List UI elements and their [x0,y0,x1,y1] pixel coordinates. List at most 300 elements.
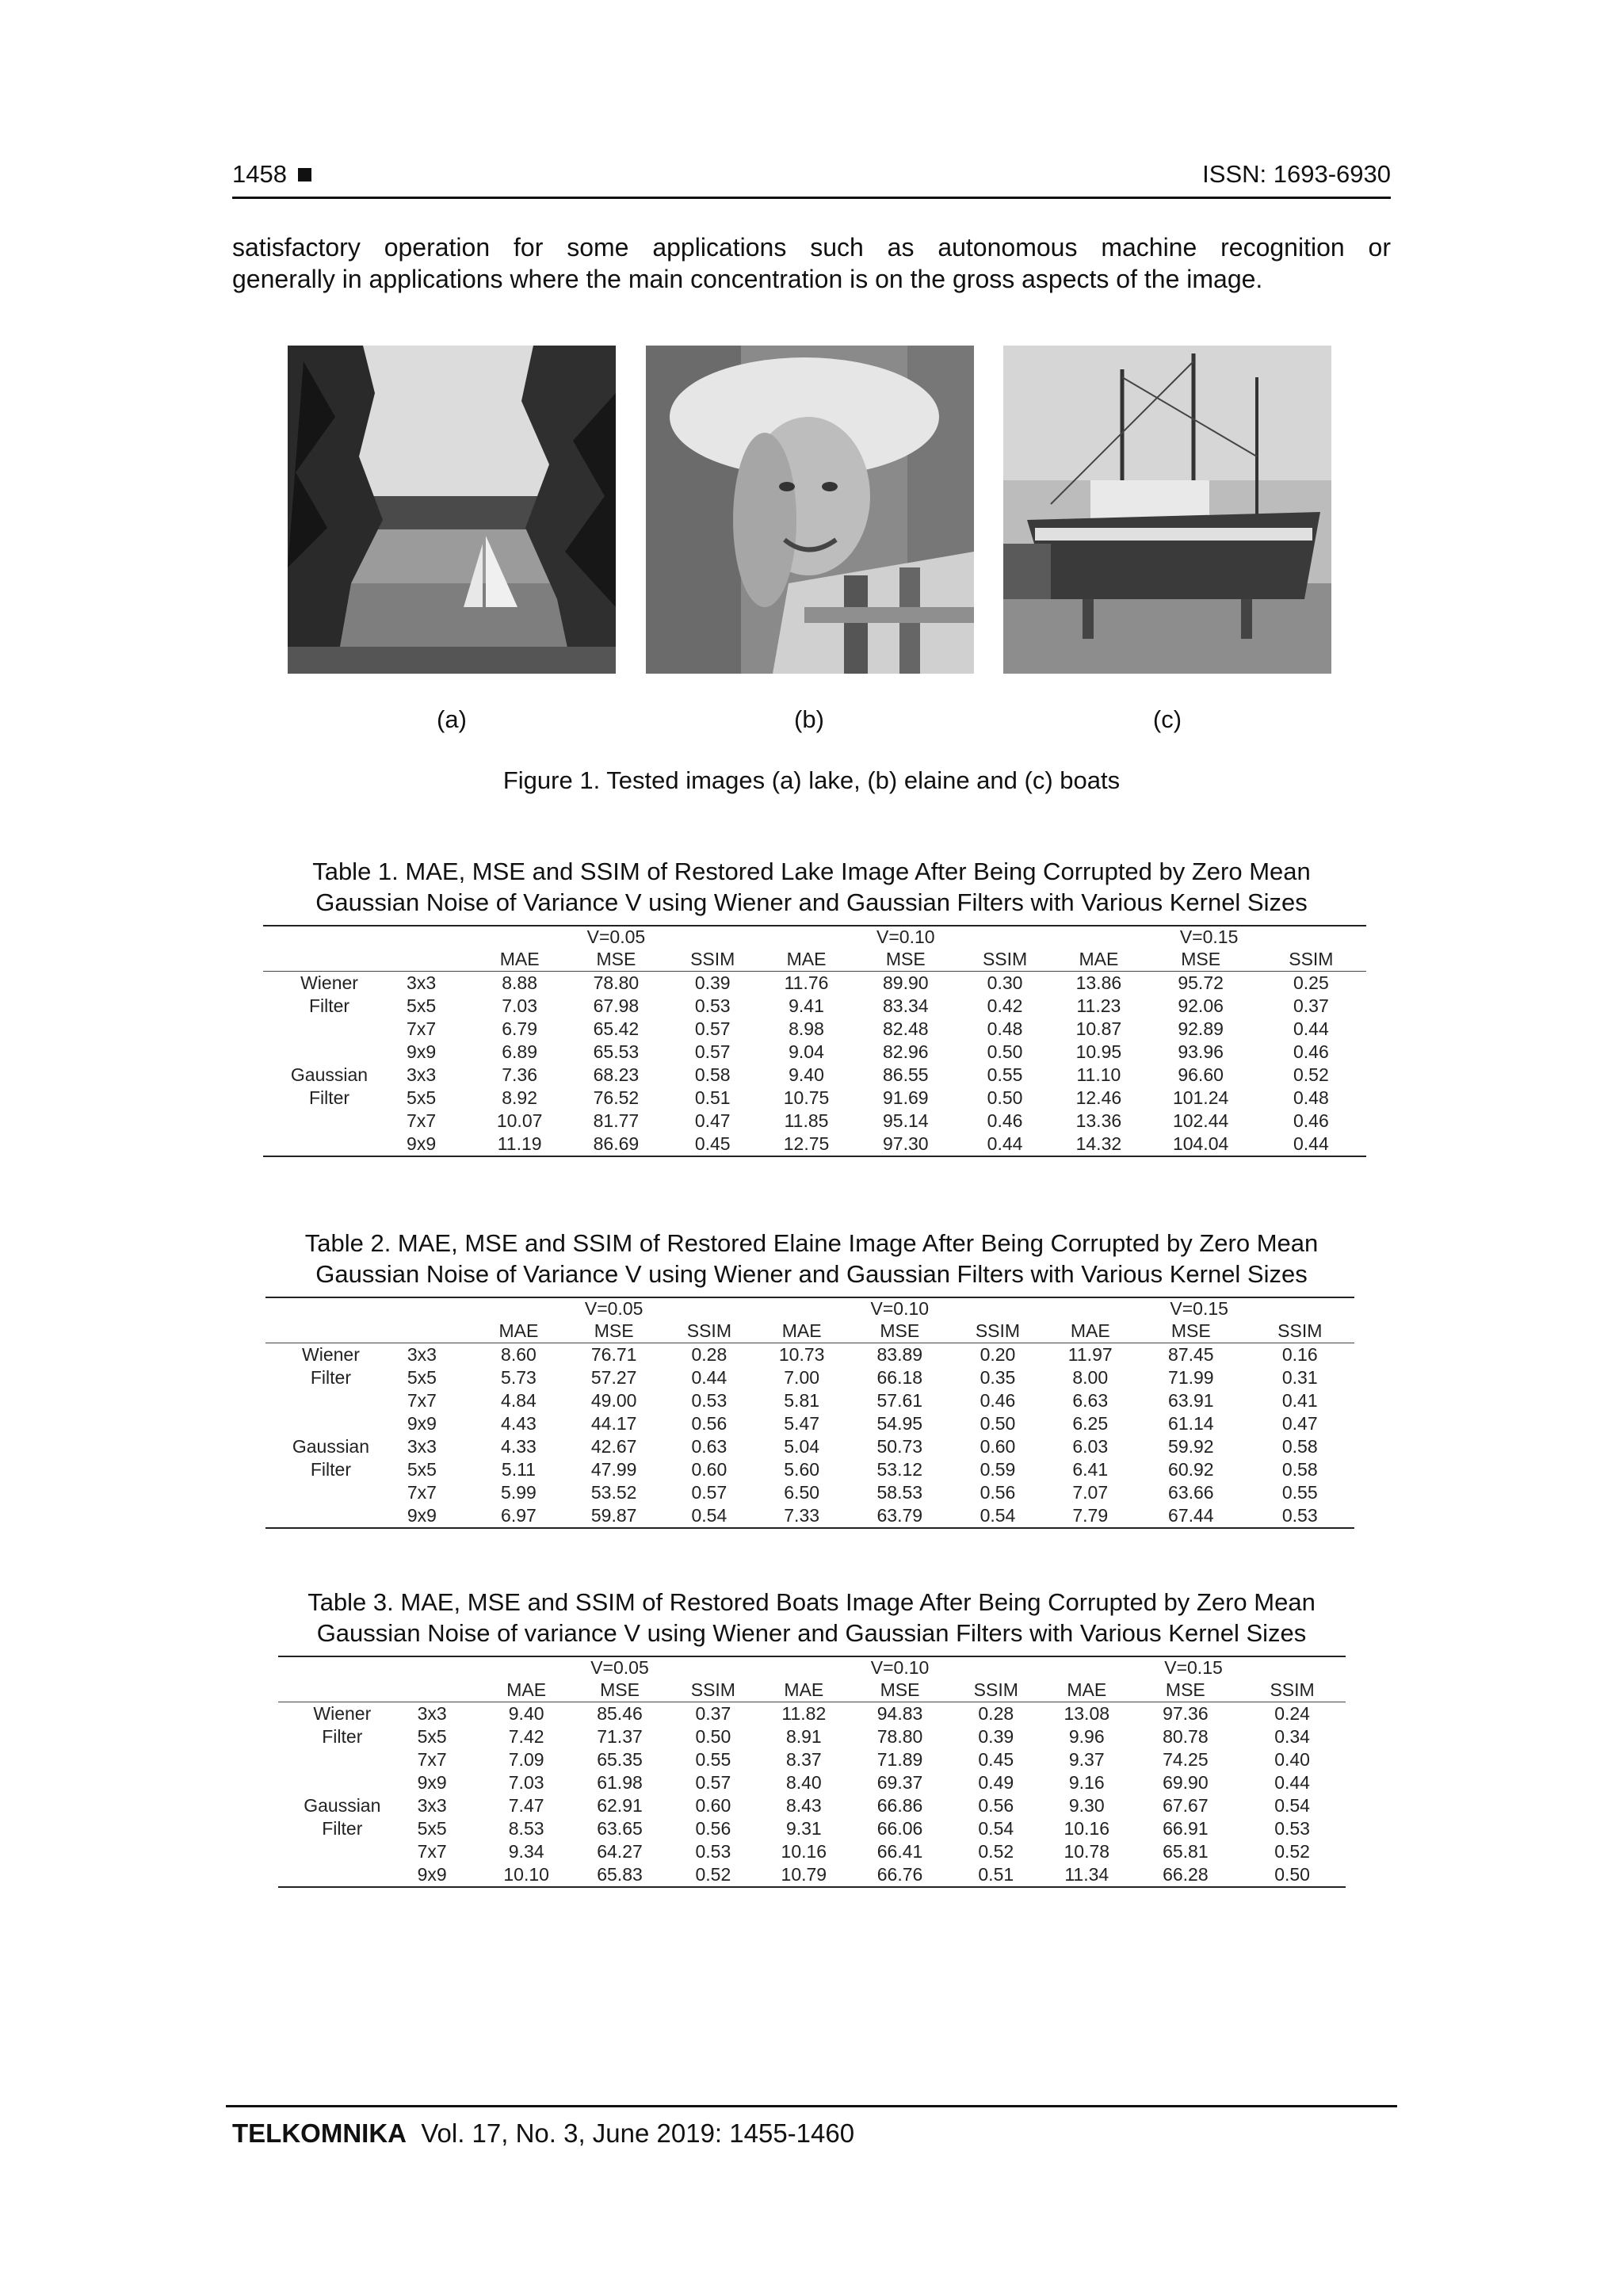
metric-header-row [265,1320,1354,1343]
table-row [263,1087,1366,1110]
table-row [265,1481,1354,1504]
value-cell: 10.95 [1075,1041,1122,1062]
issn: ISSN: 1693-6930 [1202,160,1391,188]
variance-header: V=0.15 [1170,1298,1228,1319]
value-cell: 8.91 [785,1726,822,1747]
filter-name-cell [278,1840,407,1863]
metric-header: MSE [1165,1679,1205,1700]
page-number: 1458 [232,160,311,189]
caption-line: Gaussian Noise of variance V using Wiener and Gaussian Filters with Various Kernel Sizes [316,1619,1307,1647]
results-table [265,1298,1354,1527]
value-cell: 0.55 [987,1064,1023,1085]
value-cell: 87.45 [1168,1344,1214,1365]
table-row [263,1110,1366,1133]
value-cell: 6.89 [502,1041,537,1062]
filter-name-cell: Filter [310,1459,351,1480]
filter-name-cell [265,1389,396,1412]
table-3-caption [0,1587,1623,1648]
value-cell: 101.24 [1172,1087,1229,1108]
value-cell: 65.42 [593,1018,640,1039]
value-cell: 6.50 [784,1482,820,1503]
value-cell: 6.79 [502,1018,537,1039]
footer-citation [232,2118,854,2149]
metric-header: SSIM [690,949,735,969]
kernel-size-cell: 5x5 [407,1087,437,1108]
value-cell: 0.52 [1293,1064,1329,1085]
table-row [265,1412,1354,1435]
kernel-size-cell: 7x7 [407,1390,437,1411]
value-cell: 7.07 [1072,1482,1109,1503]
table-row [265,1504,1354,1527]
value-cell: 0.39 [978,1726,1014,1747]
value-cell: 0.46 [980,1390,1016,1411]
value-cell: 0.52 [1274,1841,1310,1862]
table-row [263,1018,1366,1041]
value-cell: 0.46 [987,1110,1023,1131]
paragraph-line: generally in applications where the main concentration is on the gross aspects of the image. [232,265,1263,293]
value-cell: 10.75 [783,1087,830,1108]
kernel-size-cell: 7x7 [417,1749,447,1770]
value-cell: 11.76 [784,972,829,993]
filter-name-cell: Gaussian [292,1436,370,1457]
value-cell: 0.54 [980,1505,1016,1526]
caption-line: Table 1. MAE, MSE and SSIM of Restored Lake Image After Being Corrupted by Zero Mean [312,858,1311,885]
value-cell: 0.52 [978,1841,1014,1862]
value-cell: 6.97 [501,1505,537,1526]
value-cell: 7.09 [508,1749,544,1770]
metric-header: MAE [498,1320,539,1341]
value-cell: 9.30 [1068,1795,1105,1816]
value-cell: 10.73 [778,1344,825,1365]
value-cell: 0.44 [1293,1133,1329,1154]
metric-header: MAE [506,1679,547,1700]
value-cell: 0.53 [1281,1505,1318,1526]
value-cell: 6.03 [1072,1436,1109,1457]
filter-name-cell: Wiener [300,972,358,993]
value-cell: 66.76 [876,1864,923,1885]
table-row [278,1840,1346,1863]
value-cell: 97.30 [883,1133,929,1154]
value-cell: 60.92 [1168,1459,1214,1480]
value-cell: 0.54 [1274,1795,1310,1816]
value-cell: 8.92 [502,1087,537,1108]
value-cell: 0.58 [1281,1459,1318,1480]
value-cell: 7.36 [502,1064,537,1085]
value-cell: 0.53 [695,1841,731,1862]
value-cell: 5.11 [501,1459,536,1480]
value-cell: 53.12 [876,1459,923,1480]
metric-header: MSE [1181,949,1221,969]
value-cell: 10.87 [1075,1018,1122,1039]
filter-name-cell: Filter [310,1367,351,1388]
value-cell: 54.95 [876,1413,923,1434]
value-cell: 58.53 [876,1482,923,1503]
metric-header: MSE [594,1320,634,1341]
value-cell: 0.50 [695,1726,731,1747]
caption-line: Table 3. MAE, MSE and SSIM of Restored Boats Image After Being Corrupted by Zero Mean [307,1588,1316,1616]
table-row [278,1771,1346,1794]
value-cell: 67.44 [1168,1505,1214,1526]
value-cell: 5.04 [784,1436,820,1457]
value-cell: 6.63 [1072,1390,1109,1411]
value-cell: 5.47 [784,1413,820,1434]
value-cell: 10.16 [781,1841,827,1862]
value-cell: 9.37 [1068,1749,1105,1770]
value-cell: 49.00 [590,1390,637,1411]
kernel-size-cell: 3x3 [417,1703,447,1724]
value-cell: 0.40 [1274,1749,1310,1770]
value-cell: 0.31 [1281,1367,1318,1388]
value-cell: 0.56 [695,1818,731,1839]
metric-header: SSIM [982,949,1028,969]
page-header [232,155,1391,199]
table-row [265,1458,1354,1481]
value-cell: 8.00 [1072,1367,1109,1388]
value-cell: 76.52 [593,1087,640,1108]
value-cell: 0.37 [1293,995,1329,1016]
value-cell: 97.36 [1163,1703,1209,1724]
table-row [263,1041,1366,1064]
value-cell: 0.60 [691,1459,727,1480]
value-cell: 10.16 [1064,1818,1110,1839]
value-cell: 7.79 [1072,1505,1109,1526]
value-cell: 0.57 [695,1772,731,1793]
filter-name-cell: Filter [322,1818,363,1839]
value-cell: 8.98 [789,1018,824,1039]
value-cell: 62.91 [597,1795,643,1816]
value-cell: 7.00 [784,1367,820,1388]
value-cell: 0.44 [987,1133,1023,1154]
value-cell: 10.10 [503,1864,549,1885]
variance-header: V=0.15 [1179,926,1239,947]
table-1-caption [0,856,1623,918]
results-table [263,926,1366,1156]
value-cell: 0.48 [987,1018,1023,1039]
value-cell: 6.25 [1072,1413,1109,1434]
citation-text: Vol. 17, No. 3, June 2019: 1455-1460 [421,2118,855,2148]
table-1 [263,925,1366,1157]
table-row [265,1389,1354,1412]
kernel-size-cell: 3x3 [417,1795,447,1816]
value-cell: 0.56 [691,1413,727,1434]
value-cell: 67.67 [1163,1795,1209,1816]
metric-header: SSIM [1277,1320,1323,1341]
value-cell: 7.42 [508,1726,544,1747]
value-cell: 0.57 [694,1018,731,1039]
table-row [265,1343,1354,1367]
caption-line: Gaussian Noise of Variance V using Wiener and Gaussian Filters with Various Kernel Sizes [315,888,1308,916]
table-2 [265,1297,1354,1529]
value-cell: 82.48 [883,1018,929,1039]
value-cell: 95.72 [1178,972,1224,993]
value-cell: 44.17 [590,1413,637,1434]
variance-header-row [263,926,1366,948]
value-cell: 9.04 [789,1041,824,1062]
value-cell: 66.06 [876,1818,923,1839]
metric-header: SSIM [690,1679,735,1700]
filter-name-cell: Wiener [302,1344,360,1365]
value-cell: 7.03 [502,995,537,1016]
kernel-size-cell: 3x3 [407,1064,437,1085]
table-row [263,1133,1366,1156]
filter-name-cell [278,1748,407,1771]
value-cell: 10.78 [1064,1841,1110,1862]
value-cell: 4.33 [501,1436,537,1457]
value-cell: 0.50 [987,1087,1023,1108]
value-cell: 83.34 [883,995,929,1016]
value-cell: 8.88 [502,972,537,993]
value-cell: 57.61 [876,1390,923,1411]
metric-header: MAE [499,949,540,969]
kernel-size-cell: 3x3 [407,972,437,993]
value-cell: 10.79 [781,1864,827,1885]
value-cell: 0.45 [694,1133,731,1154]
value-cell: 0.28 [978,1703,1014,1724]
filter-name-cell [263,1133,395,1156]
filter-name-cell: Filter [308,995,350,1016]
value-cell: 85.46 [597,1703,643,1724]
caption-line: Gaussian Noise of Variance V using Wiener and Gaussian Filters with Various Kernel Sizes [315,1260,1308,1288]
filter-name-cell [263,1018,395,1041]
filter-name-cell: Filter [322,1726,363,1747]
value-cell: 65.53 [593,1041,640,1062]
value-cell: 61.14 [1168,1413,1214,1434]
value-cell: 7.33 [784,1505,820,1526]
value-cell: 65.81 [1163,1841,1209,1862]
value-cell: 0.54 [691,1505,727,1526]
figure-label-a: (a) [437,705,467,733]
variance-header: V=0.05 [590,1657,649,1678]
value-cell: 5.99 [501,1482,537,1503]
value-cell: 5.60 [784,1459,820,1480]
variance-header-row [278,1657,1346,1679]
metric-header: MAE [1079,949,1119,969]
value-cell: 59.92 [1168,1436,1214,1457]
metric-header: MSE [880,1679,920,1700]
value-cell: 66.86 [876,1795,923,1816]
table-row [278,1702,1346,1726]
value-cell: 63.79 [876,1505,923,1526]
value-cell: 66.18 [876,1367,923,1388]
metric-header: MSE [880,1320,920,1341]
kernel-size-cell: 3x3 [407,1436,437,1457]
filter-name-cell [278,1771,407,1794]
value-cell: 0.46 [1293,1041,1329,1062]
journal-name: TELKOMNIKA [232,2118,407,2148]
value-cell: 64.27 [597,1841,643,1862]
value-cell: 0.45 [978,1749,1014,1770]
value-cell: 69.90 [1163,1772,1209,1793]
filter-name-cell: Gaussian [304,1795,381,1816]
value-cell: 68.23 [593,1064,640,1085]
filter-name-cell [265,1481,396,1504]
value-cell: 0.53 [691,1390,727,1411]
value-cell: 86.55 [883,1064,929,1085]
figure-label-c: (c) [1152,705,1182,733]
value-cell: 89.90 [883,972,929,993]
value-cell: 11.82 [781,1703,827,1724]
value-cell: 102.44 [1172,1110,1229,1131]
table-row [263,995,1366,1018]
table-row [263,972,1366,995]
value-cell: 0.39 [694,972,731,993]
filter-name-cell [263,1041,395,1064]
value-cell: 11.10 [1076,1064,1121,1085]
value-cell: 0.56 [980,1482,1016,1503]
kernel-size-cell: 7x7 [417,1841,447,1862]
kernel-size-cell: 5x5 [417,1818,447,1839]
value-cell: 0.34 [1274,1726,1310,1747]
filter-name-cell: Filter [308,1087,350,1108]
kernel-size-cell: 9x9 [417,1772,447,1793]
kernel-size-cell: 5x5 [407,1367,437,1388]
value-cell: 14.32 [1075,1133,1122,1154]
value-cell: 65.83 [597,1864,643,1885]
variance-header-row [265,1298,1354,1320]
value-cell: 0.47 [694,1110,731,1131]
value-cell: 0.60 [695,1795,731,1816]
value-cell: 82.96 [883,1041,929,1062]
metric-header: MAE [786,949,827,969]
value-cell: 0.53 [694,995,731,1016]
value-cell: 76.71 [590,1344,637,1365]
value-cell: 0.53 [1274,1818,1310,1839]
value-cell: 0.35 [980,1367,1016,1388]
value-cell: 86.69 [593,1133,640,1154]
kernel-size-cell: 7x7 [407,1110,437,1131]
metric-header: MAE [781,1320,822,1341]
kernel-size-cell: 9x9 [417,1864,447,1885]
value-cell: 0.58 [1281,1436,1318,1457]
metric-header-row [263,948,1366,972]
value-cell: 11.34 [1064,1864,1109,1885]
table-row [278,1817,1346,1840]
metric-header: MAE [1067,1679,1107,1700]
value-cell: 53.52 [590,1482,637,1503]
value-cell: 9.31 [785,1818,822,1839]
variance-header: V=0.05 [586,926,646,947]
value-cell: 0.54 [978,1818,1014,1839]
metric-header: SSIM [975,1320,1021,1341]
value-cell: 93.96 [1178,1041,1224,1062]
page-footer [226,2105,1397,2148]
metric-header: MSE [596,949,636,969]
value-cell: 0.50 [1274,1864,1310,1885]
value-cell: 0.51 [694,1087,731,1108]
value-cell: 0.63 [691,1436,727,1457]
value-cell: 0.37 [695,1703,731,1724]
table-row [278,1863,1346,1886]
value-cell: 0.47 [1281,1413,1318,1434]
value-cell: 0.59 [980,1459,1016,1480]
value-cell: 0.57 [694,1041,731,1062]
metric-header: SSIM [686,1320,731,1341]
lake-image [288,346,616,674]
value-cell: 80.78 [1163,1726,1209,1747]
value-cell: 81.77 [593,1110,640,1131]
value-cell: 69.37 [876,1772,923,1793]
value-cell: 11.23 [1076,995,1121,1016]
value-cell: 0.16 [1281,1344,1318,1365]
value-cell: 0.49 [978,1772,1014,1793]
filter-name-cell [263,1110,395,1133]
value-cell: 8.60 [501,1344,537,1365]
boats-image [1003,346,1331,674]
filter-name-cell: Wiener [313,1703,372,1724]
value-cell: 91.69 [883,1087,929,1108]
value-cell: 0.52 [695,1864,731,1885]
value-cell: 0.24 [1274,1703,1310,1724]
metric-header: SSIM [1289,949,1334,969]
value-cell: 50.73 [876,1436,923,1457]
value-cell: 0.57 [691,1482,727,1503]
value-cell: 63.91 [1168,1390,1214,1411]
value-cell: 0.55 [1281,1482,1318,1503]
value-cell: 4.43 [501,1413,537,1434]
value-cell: 92.89 [1178,1018,1224,1039]
value-cell: 104.04 [1172,1133,1229,1154]
value-cell: 0.50 [987,1041,1023,1062]
value-cell: 8.37 [785,1749,822,1770]
value-cell: 0.56 [978,1795,1014,1816]
kernel-size-cell: 5x5 [407,1459,437,1480]
elaine-image [646,346,974,674]
table-2-caption [0,1228,1623,1289]
body-paragraph [232,231,1391,295]
filter-name-cell [265,1504,396,1527]
value-cell: 61.98 [597,1772,643,1793]
value-cell: 0.44 [691,1367,727,1388]
kernel-size-cell: 5x5 [407,995,437,1016]
metric-header: SSIM [1270,1679,1315,1700]
value-cell: 8.43 [785,1795,822,1816]
value-cell: 9.40 [508,1703,544,1724]
value-cell: 11.19 [497,1133,542,1154]
value-cell: 12.46 [1075,1087,1122,1108]
value-cell: 0.30 [987,972,1023,993]
value-cell: 12.75 [783,1133,830,1154]
kernel-size-cell: 9x9 [407,1413,437,1434]
value-cell: 71.99 [1168,1367,1214,1388]
value-cell: 13.08 [1064,1703,1110,1724]
value-cell: 0.58 [694,1064,731,1085]
value-cell: 96.60 [1178,1064,1224,1085]
filter-name-cell: Gaussian [290,1064,369,1085]
value-cell: 0.41 [1281,1390,1318,1411]
figure-label-b: (b) [794,705,824,733]
figure-caption: Figure 1. Tested images (a) lake, (b) elaine and (c) boats [502,766,1121,794]
value-cell: 11.85 [784,1110,829,1131]
value-cell: 7.47 [508,1795,544,1816]
variance-header: V=0.10 [870,1298,930,1319]
kernel-size-cell: 7x7 [407,1018,437,1039]
value-cell: 9.40 [789,1064,824,1085]
value-cell: 65.35 [597,1749,643,1770]
table-row [263,1064,1366,1087]
value-cell: 0.28 [691,1344,727,1365]
value-cell: 8.53 [508,1818,544,1839]
square-bullet-icon [298,168,311,181]
value-cell: 9.96 [1068,1726,1105,1747]
kernel-size-cell: 5x5 [417,1726,447,1747]
value-cell: 57.27 [590,1367,637,1388]
value-cell: 95.14 [883,1110,929,1131]
filter-name-cell [265,1412,396,1435]
table-row [278,1748,1346,1771]
value-cell: 74.25 [1163,1749,1209,1770]
value-cell: 0.46 [1293,1110,1329,1131]
variance-header: V=0.05 [584,1298,643,1319]
